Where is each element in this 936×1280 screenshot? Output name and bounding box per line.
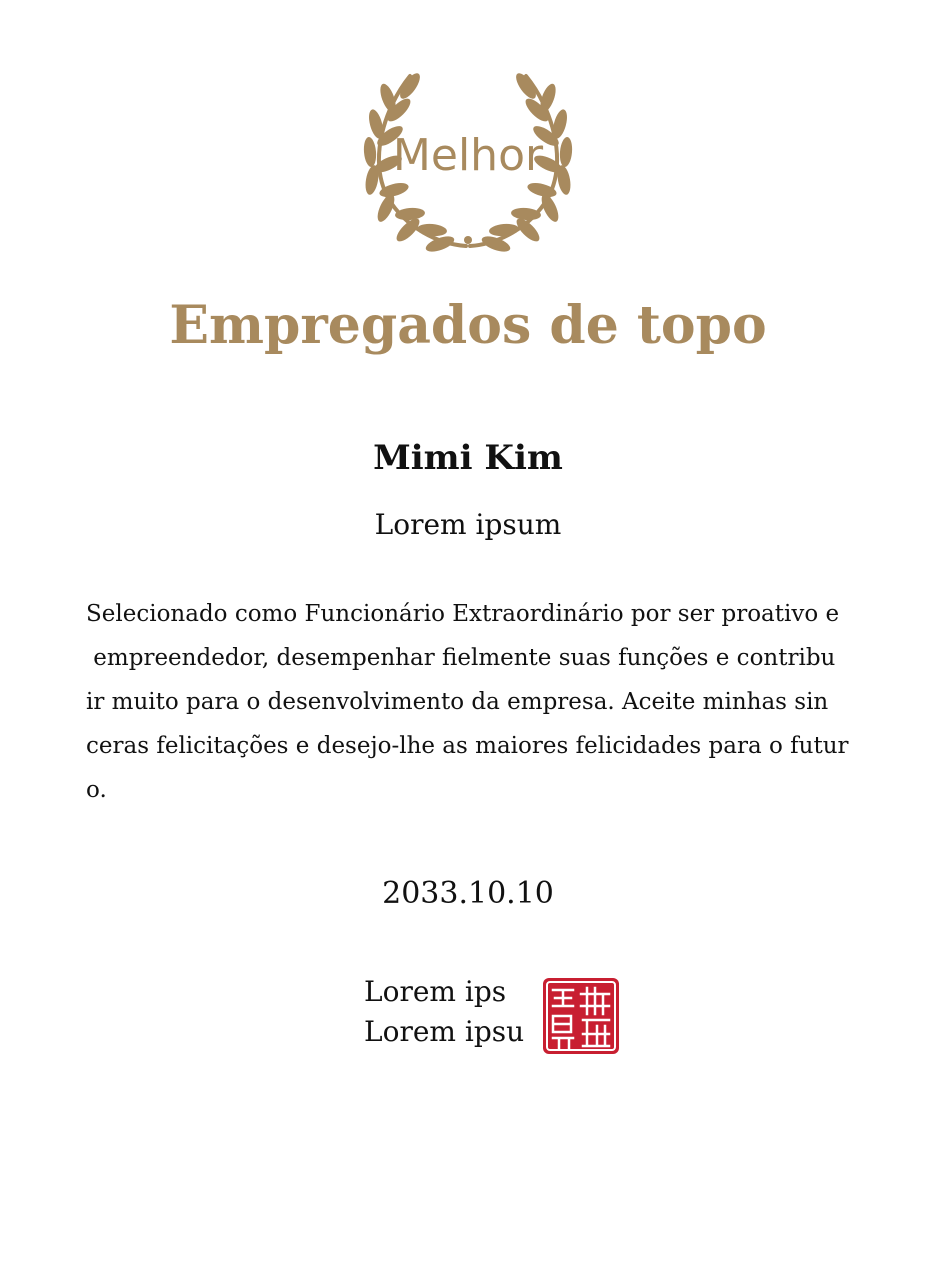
- signature-line-1: Lorem ips: [364, 975, 507, 1008]
- message-line: empreendedor, desempenhar fielmente suas funções e contribu: [86, 645, 836, 671]
- signature-line-2: Lorem ipsu: [364, 1015, 525, 1048]
- message-line: ir muito para o desenvolvimento da empresa. Aceite minhas sin: [86, 689, 829, 715]
- badge-text: Melhor: [392, 130, 544, 181]
- seal-graphic: [541, 976, 621, 1056]
- recipient-name: Mimi Kim: [373, 438, 563, 478]
- certificate-date: 2033.10.10: [382, 876, 554, 911]
- certificate-message: [86, 592, 856, 812]
- message-line: ceras felicitações e desejo-lhe as maiores felicidades para o futur: [86, 733, 849, 759]
- certificate-title: Empregados de topo: [169, 295, 767, 356]
- message-line: Selecionado como Funcionário Extraordinário por ser proativo e: [86, 601, 840, 627]
- recipient-subtitle: Lorem ipsum: [374, 508, 562, 541]
- message-line: o.: [86, 777, 107, 803]
- signature-block: [364, 972, 544, 1052]
- red-seal-stamp-icon: [541, 976, 621, 1056]
